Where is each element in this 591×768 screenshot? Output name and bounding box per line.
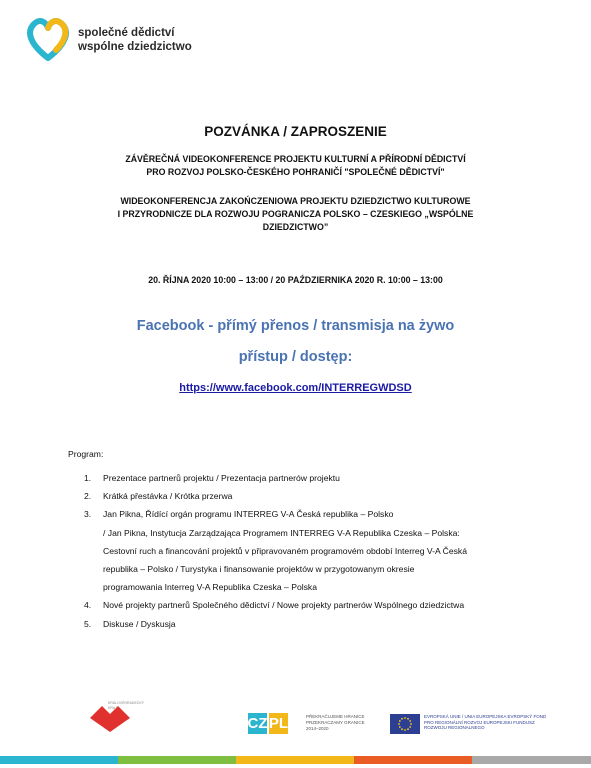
cz-pl-interreg-logo	[248, 713, 288, 734]
project-logo	[22, 14, 192, 66]
program-item-number: 4.	[84, 600, 92, 611]
program-item-number: 3.	[84, 509, 92, 520]
footer-stripe-orange	[354, 756, 472, 764]
pl-logo-box: PL	[268, 715, 289, 732]
link-row	[0, 378, 591, 396]
program-item-text: Diskuse / Dyskusja	[103, 618, 176, 629]
polish-heading-line-2: I PRZYRODNICZE DLA ROZWOJU POGRANICZA POLSKO – CZESKIEGO „WSPÓLNE	[117, 209, 474, 219]
document-title: POZVÁNKA / ZAPROSZENIE	[204, 124, 387, 139]
eu-flag-icon	[390, 714, 420, 734]
program-item	[84, 596, 554, 614]
czech-heading	[0, 153, 591, 179]
program-list	[84, 469, 554, 633]
program-item-number: 5.	[84, 618, 92, 629]
polish-heading-line-1: WIDEOKONFERENCJA ZAKOŃCZENIOWA PROJEKTU DZIEDZICTWO KULTUROWE	[120, 196, 471, 206]
program-item-text: Nové projekty partnerů Společného dědictví / Nowe projekty partnerów Wspólnego dziedzictwa	[103, 600, 465, 611]
program-item-text: Krátká přestávka / Krótka przerwa	[103, 491, 233, 502]
program-item	[84, 487, 554, 505]
program-label: Program:	[68, 449, 104, 459]
program-item-text: / Jan Pikna, Instytucja Zarządzająca Programem INTERREG V-A Republika Czeska – Polska:	[103, 527, 460, 538]
program-item-number: 1.	[84, 473, 92, 483]
footer-stripe-grey	[472, 756, 591, 764]
eu-fund-text: EVROPSKÁ UNIE / UNIA EUROPEJSKA EVROPSKÝ FOND PRO REGIONÁLNÍ ROZVOJ EUROPEJSKI FUNDUSZ ROZWOJU REGIONALNEGO	[424, 714, 547, 730]
program-item	[84, 615, 554, 633]
program-item-text: Prezentace partnerů projektu / Prezentacja partnerów projektu	[103, 473, 340, 483]
program-item-text: programowania Interreg V-A Republika Czeska – Polska	[103, 582, 317, 593]
program-item	[84, 469, 554, 487]
access-heading: přístup / dostęp:	[238, 349, 353, 365]
footer-stripe-green	[118, 756, 236, 764]
program-item-text: republika – Polsko / Turystyka i finansowanie projektów w przygotowanym okresie	[103, 564, 415, 575]
program-item-text: Cestovní ruch a financování projektů v připravovaném programovém období Interreg V-A Česká	[103, 545, 467, 556]
event-date: 20. ŘÍJNA 2020 10:00 – 13:00 / 20 PAŹDZIERNIKA 2020 R. 10:00 – 13:00	[148, 275, 443, 285]
logo-line-1: společné dědictví	[78, 27, 175, 39]
program-item	[84, 505, 554, 596]
czech-heading-line-2: PRO ROZVOJ POLSKO-ČESKÉHO POHRANIČÍ "SPOLEČNÉ DĚDICTVÍ"	[146, 167, 445, 177]
program-item-text: Jan Pikna, Řídící orgán programu INTERREG V-A Česká republika – Polsko	[103, 509, 394, 520]
cz-pl-programme-text: PŘEKRAČUJEME HRANICE PRZEKRACZAMY GRANICE 2014–2020	[306, 714, 365, 731]
facebook-stream-heading: Facebook - přímý přenos / transmisja na żywo	[136, 318, 455, 334]
footer-stripe-yellow	[236, 756, 354, 764]
polish-heading-line-3: DZIEDZICTWO”	[262, 222, 329, 232]
footer-stripe-teal	[0, 756, 118, 764]
heart-logo-icon	[22, 14, 74, 66]
program-item-number: 2.	[84, 491, 92, 502]
czech-heading-line-1: ZÁVĚREČNÁ VIDEOKONFERENCE PROJEKTU KULTURNÍ A PŘÍRODNÍ DĚDICTVÍ	[125, 154, 466, 164]
logo-line-2: wspólne dziedzictwo	[78, 41, 192, 53]
facebook-link[interactable]: https://www.facebook.com/INTERREGWDSD	[179, 382, 412, 394]
polish-heading	[0, 195, 591, 234]
hradec-kralove-region-label: KRÁLOVÉHRADECKÝ KRAJ	[108, 701, 144, 710]
cz-logo-box: CZ	[247, 715, 268, 732]
